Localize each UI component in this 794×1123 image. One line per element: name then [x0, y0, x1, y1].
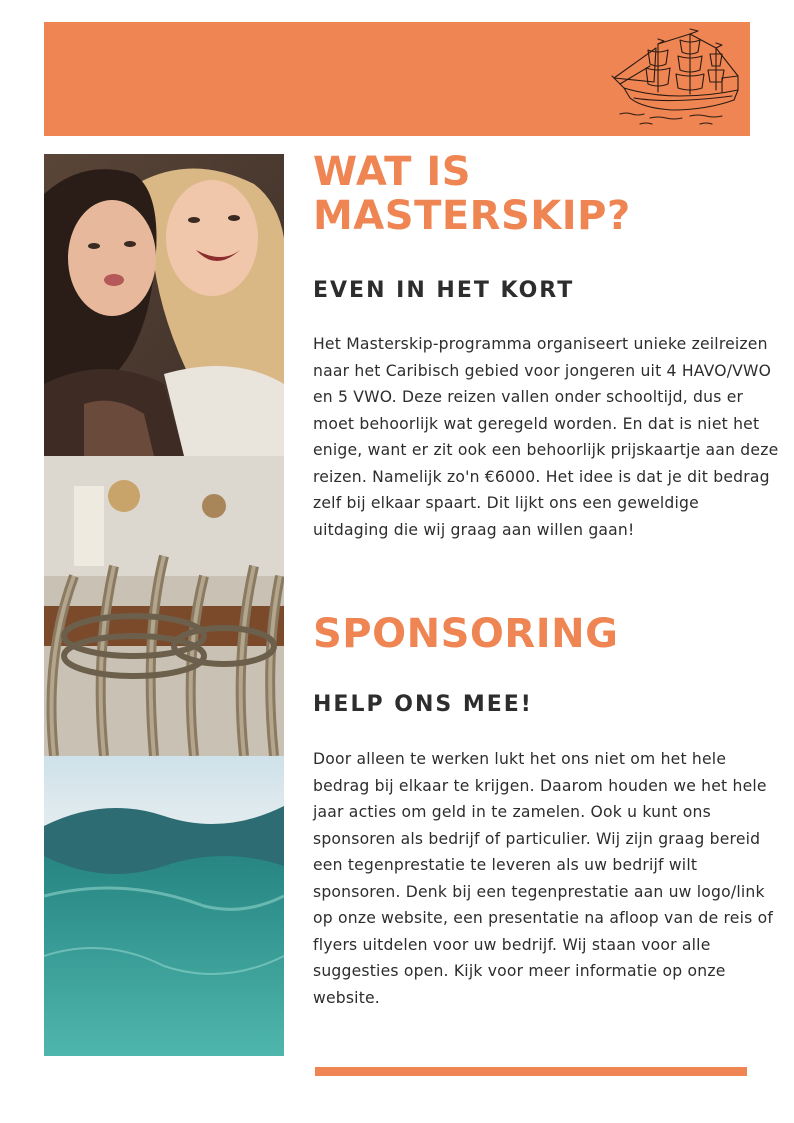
sailing-ship-icon — [610, 26, 748, 130]
section-1-title: WAT IS MASTERSKIP? — [313, 149, 631, 239]
header-banner — [44, 22, 750, 136]
section-2-subtitle: HELP ONS MEE! — [313, 692, 533, 717]
photo-sea — [44, 756, 284, 1056]
section-1-subtitle: EVEN IN HET KORT — [313, 278, 575, 303]
section-2-body: Door alleen te werken lukt het ons niet om het hele bedrag bij elkaar te krijgen. Daarom houden we het hele jaar acties om geld in te zamelen. Ook u kunt ons sponsoren als bedrijf of particulier. Wij zijn graag bereid een tegenprestatie te leveren als uw bedrijf wilt sponsoren. Denk bij een tegenprestatie aan uw logo/link op onze website, een presentatie na afloop van de reis of flyers uitdelen voor uw bedrijf. Wij staan voor alle suggesties open. Kijk voor meer informatie op onze website. — [313, 750, 774, 1007]
photo-girls — [44, 154, 284, 456]
section-2-title: SPONSORING — [313, 611, 619, 657]
section-1-body: Het Masterskip-programma organiseert unieke zeilreizen naar het Caribisch gebied voor jongeren uit 4 HAVO/VWO en 5 VWO. Deze reizen vallen onder schooltijd, dus er moet behoorlijk wat geregeld worden. En dat is niet het enige, want er zit ook een behoorlijk prijskaartje aan deze reizen. Namelijk zo'n €6000. Het idee is dat je dit bedrag zelf bij elkaar spaart. Dit lijkt ons een geweldige uitdaging die wij graag aan willen gaan! — [313, 335, 779, 539]
footer-divider-bar — [315, 1067, 747, 1076]
photo-ropes — [44, 456, 284, 756]
